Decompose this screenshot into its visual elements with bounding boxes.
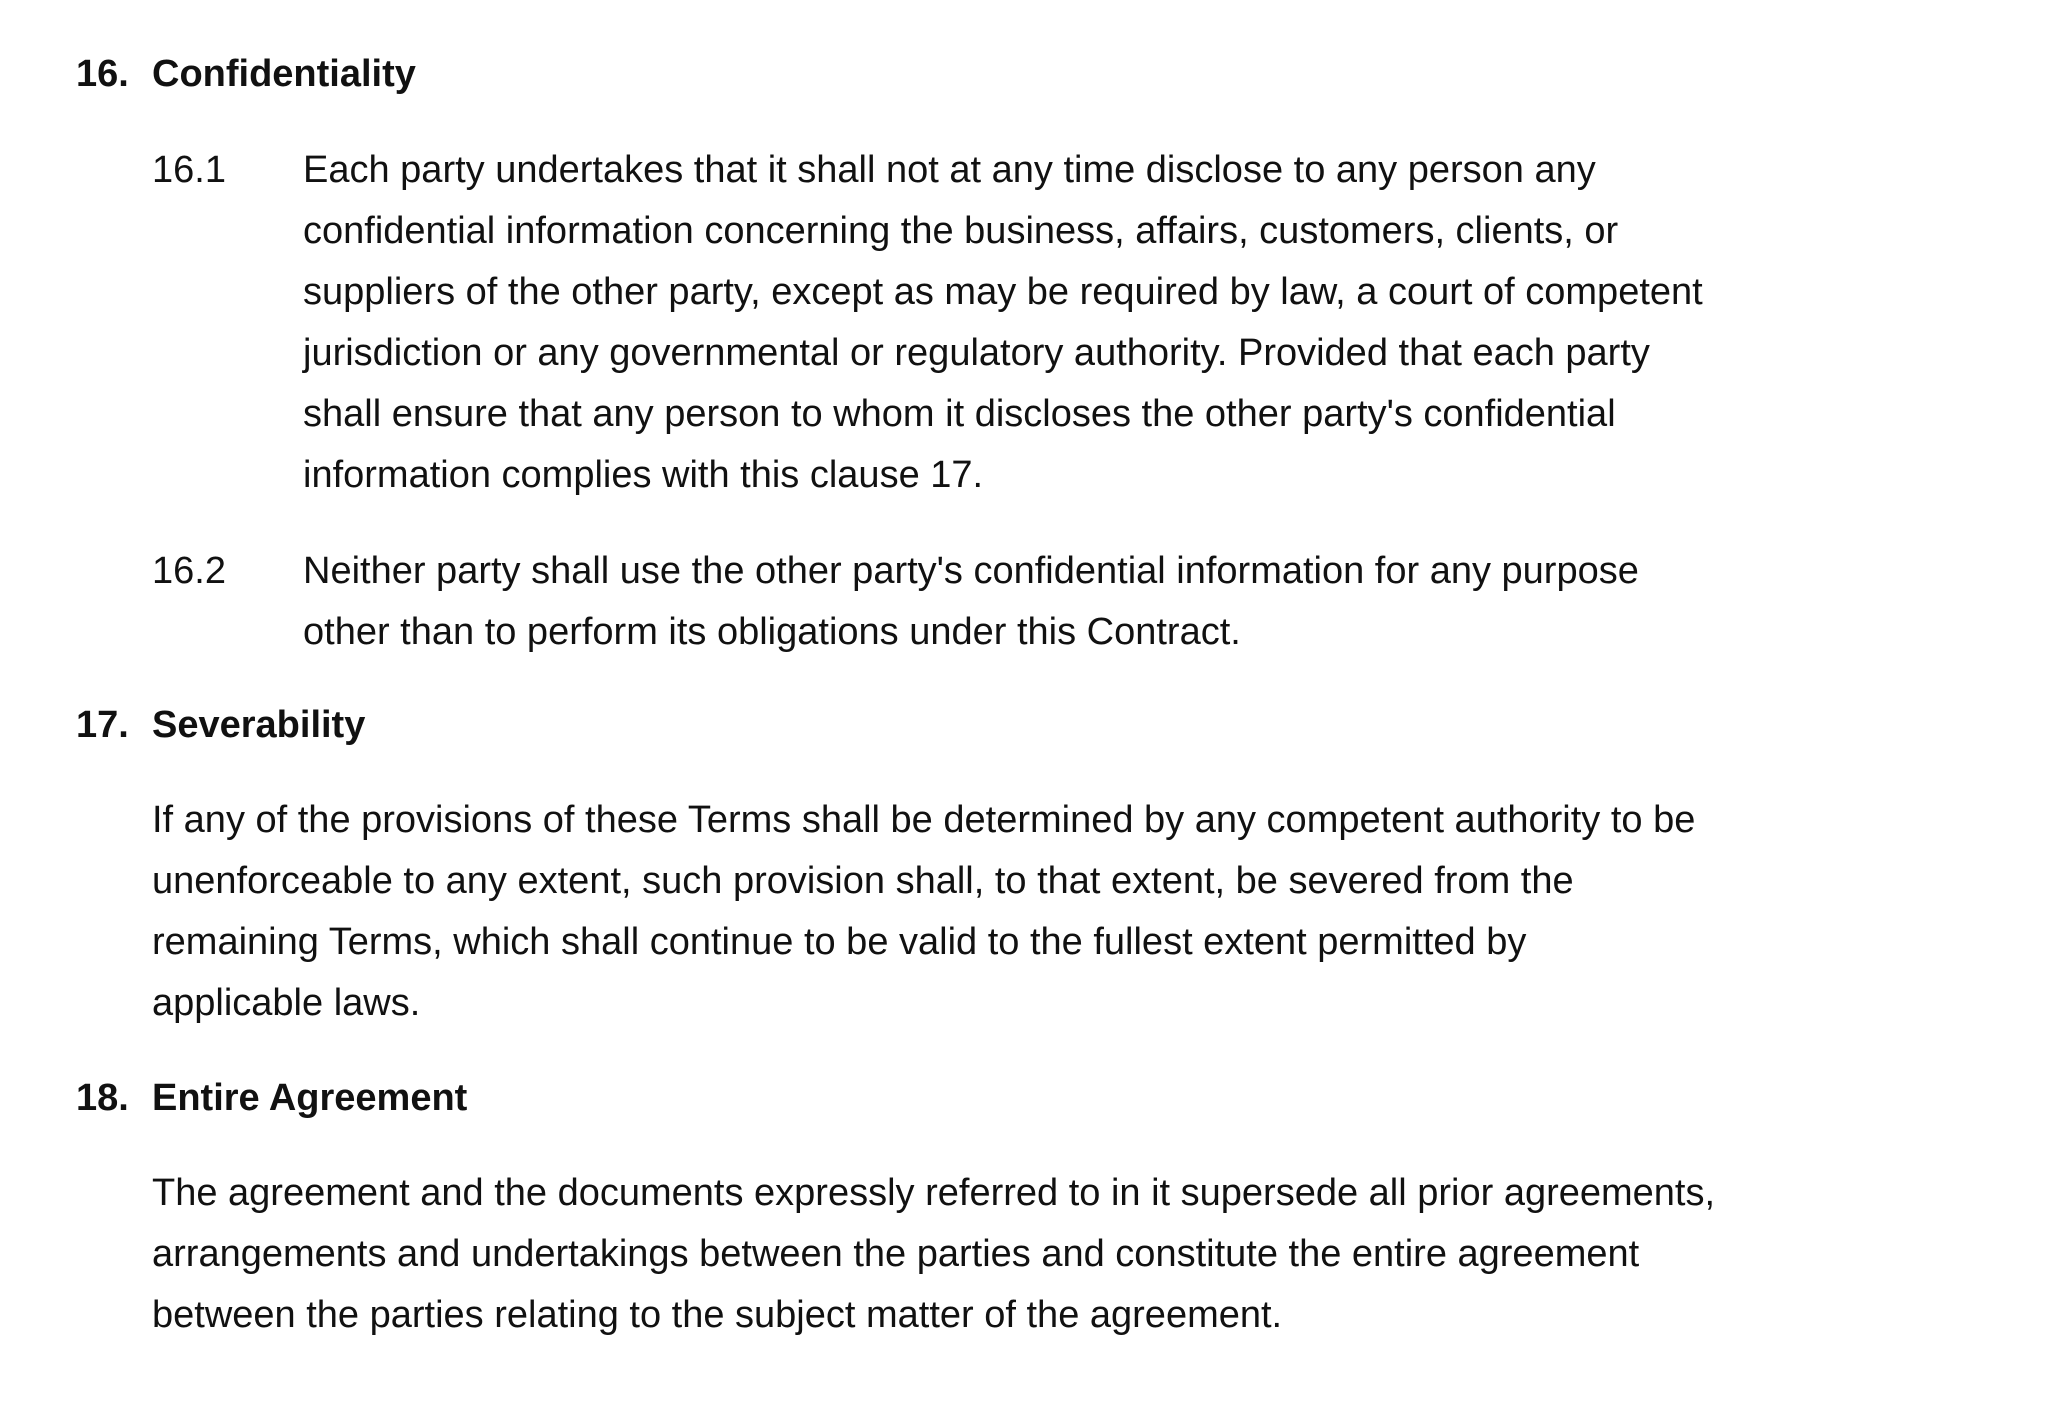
- clause-number: 16.2: [152, 550, 226, 592]
- section-number: 17.: [76, 704, 129, 746]
- section-body: If any of the provisions of these Terms shall be determined by any competent authority to be unenforceable to any extent, such provision shall, to that extent, be severed from the remaining Terms, which shall continue to be valid to the fullest extent permitted by applicable laws.: [152, 799, 1696, 1024]
- section-number: 16.: [76, 53, 129, 95]
- section-heading-severability: [76, 702, 365, 748]
- clause-number: 16.1: [152, 149, 226, 191]
- section-title: Entire Agreement: [152, 1077, 468, 1119]
- section-title: Severability: [152, 704, 366, 746]
- section-body: The agreement and the documents expressly referred to in it supersede all prior agreements, arrangements and undertakings between the parties and constitute the entire agreement between the parties relating to the subject matter of the agreement.: [152, 1172, 1716, 1336]
- clause-text: Neither party shall use the other party's confidential information for any purpose other than to perform its obligations under this Contract.: [303, 550, 1639, 653]
- section-title: Confidentiality: [152, 53, 416, 95]
- section-heading-entire-agreement: [76, 1075, 467, 1121]
- clause-text: Each party undertakes that it shall not at any time disclose to any person any confidential information concerning the business, affairs, customers, clients, or suppliers of the other party, except as may be required by law, a court of competent jurisdiction or any governmental or regulatory authority. Provided that each party shall ensure that any person to whom it discloses the other party's confidential information complies with this clause 17.: [303, 149, 1703, 496]
- section-heading-confidentiality: [76, 51, 416, 97]
- section-number: 18.: [76, 1077, 129, 1119]
